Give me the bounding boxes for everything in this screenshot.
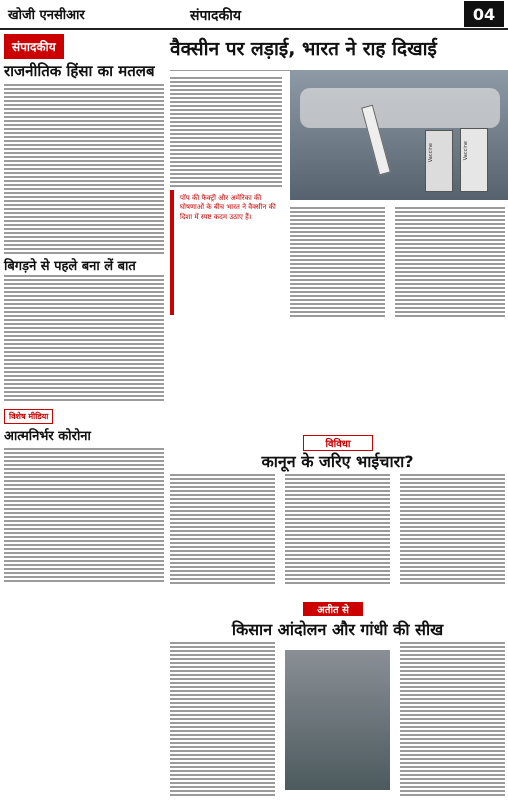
middle-body [170, 472, 505, 587]
middle-tag: विविधा [303, 435, 373, 451]
bottom-body [170, 640, 505, 795]
vial-icon [460, 128, 488, 192]
left-headline: राजनीतिक हिंसा का मतलब [4, 62, 155, 80]
bottom-headline: किसान आंदोलन और गांधी की सीख [231, 620, 444, 639]
left-special-body [4, 448, 164, 582]
vial-label: Vaccine [463, 141, 469, 161]
brand-logo: खोजी एनसीआर [8, 8, 85, 23]
left-special-tag: विशेष मीडिया [4, 409, 53, 424]
pull-quote-text: पॉप की फैक्ट्री और अमेरिका की घोषणाओं के बीच भारत ने वैक्सीन की दिशा में स्पष्ट कदम उठाए हैं। [180, 194, 276, 221]
vial-label: Vaccine [428, 143, 434, 163]
left-column [4, 34, 164, 584]
pull-quote [170, 190, 282, 315]
section-title: संपादकीय [190, 8, 241, 24]
left-tag: संपादकीय [4, 34, 64, 59]
main-col-2 [290, 205, 385, 319]
main-col-1 [170, 75, 282, 189]
left-sub-body [4, 275, 164, 401]
page-number: 04 [464, 1, 504, 27]
vaccine-photo [290, 70, 508, 200]
masthead [0, 0, 508, 30]
left-subheadline: बिगड़ने से पहले बना लें बात [4, 258, 136, 274]
main-col-3 [395, 205, 505, 319]
main-headline: वैक्सीन पर लड़ाई, भारत ने राह दिखाई [170, 38, 437, 60]
vial-icon [425, 130, 453, 192]
bottom-tag: अतीत से [303, 602, 363, 616]
left-special-headline: आत्मनिर्भर कोरोना [4, 429, 91, 445]
protest-photo [285, 650, 390, 790]
world-map-shape [300, 88, 500, 128]
left-body-text [4, 84, 164, 254]
middle-headline: कानून के जरिए भाईचारा? [261, 452, 414, 471]
